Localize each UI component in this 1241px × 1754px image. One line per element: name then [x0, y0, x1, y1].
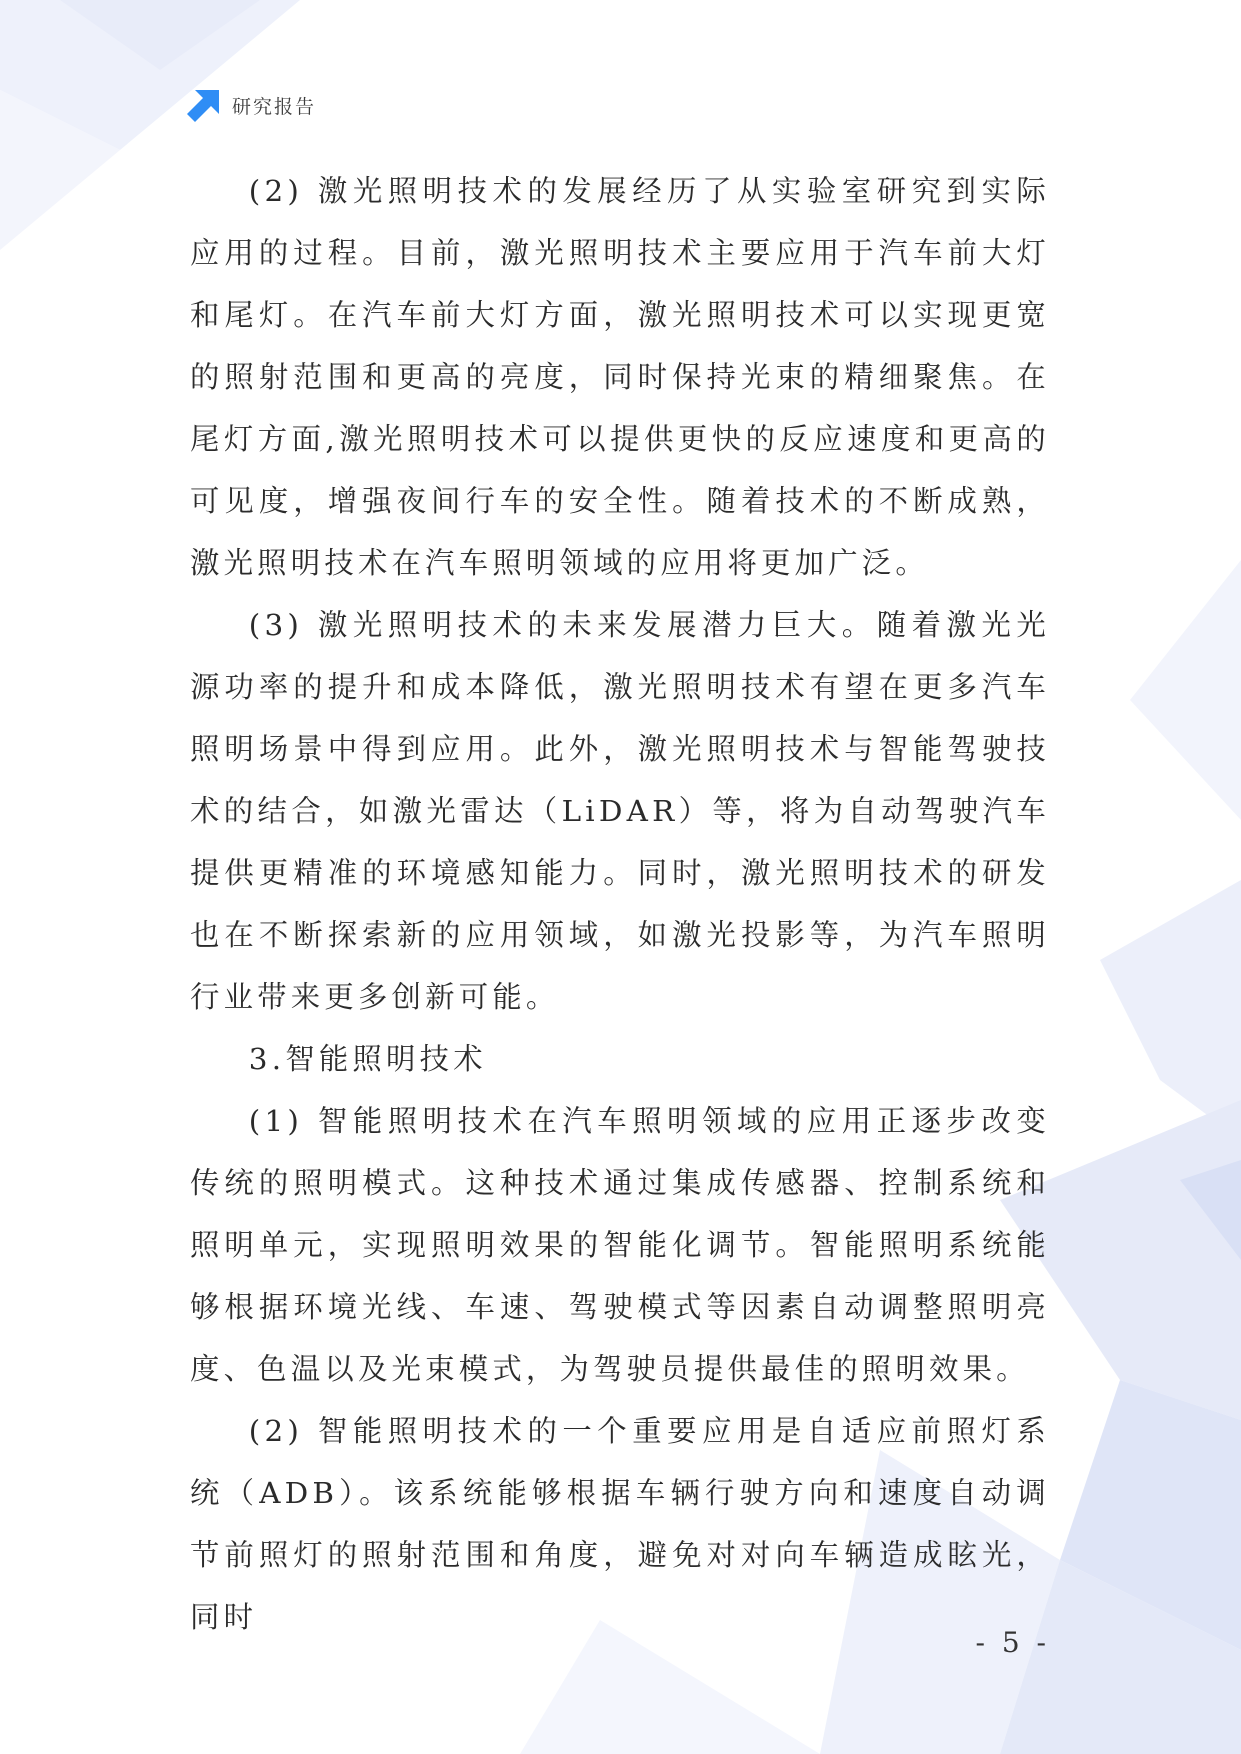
arrow-up-right-icon — [187, 88, 221, 122]
document-body — [190, 160, 1050, 1648]
paragraph: (3) 激光照明技术的未来发展潜力巨大。随着激光光源功率的提升和成本降低，激光照明技术有望在更多汽车照明场景中得到应用。此外，激光照明技术与智能驾驶技术的结合，如激光雷达（LiDAR）等，将为自动驾驶汽车提供更精准的环境感知能力。同时，激光照明技术的研发也在不断探索新的应用领域，如激光投影等，为汽车照明行业带来更多创新可能。 — [190, 608, 1050, 1014]
paragraph: (1) 智能照明技术在汽车照明领域的应用正逐步改变传统的照明模式。这种技术通过集成传感器、控制系统和照明单元，实现照明效果的智能化调节。智能照明系统能够根据环境光线、车速、驾驶模式等因素自动调整照明亮度、色温以及光束模式，为驾驶员提供最佳的照明效果。 — [190, 1104, 1050, 1386]
header-title: 研究报告 — [232, 95, 317, 118]
page-number: - 5 - — [975, 1626, 1050, 1659]
section-heading: 3.智能照明技术 — [248, 1042, 487, 1076]
paragraph: (2) 智能照明技术的一个重要应用是自适应前照灯系统（ADB）。该系统能够根据车辆行驶方向和速度自动调节前照灯的照射范围和角度，避免对对向车辆造成眩光，同时 — [190, 1414, 1050, 1634]
report-header — [187, 88, 316, 122]
paragraph: (2) 激光照明技术的发展经历了从实验室研究到实际应用的过程。目前，激光照明技术主要应用于汽车前大灯和尾灯。在汽车前大灯方面，激光照明技术可以实现更宽的照射范围和更高的亮度，同时保持光束的精细聚焦。在尾灯方面,激光照明技术可以提供更快的反应速度和更高的可见度，增强夜间行车的安全性。随着技术的不断成熟，激光照明技术在汽车照明领域的应用将更加广泛。 — [190, 174, 1050, 580]
